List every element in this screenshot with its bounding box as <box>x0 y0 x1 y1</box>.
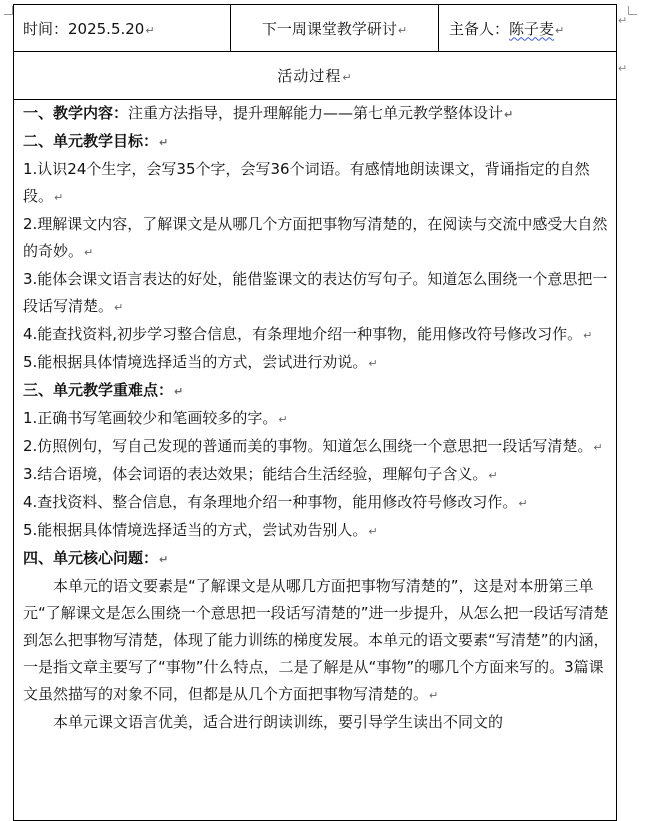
paragraph-mark-icon: ↵ <box>159 136 169 149</box>
goal-item <box>23 211 613 266</box>
paragraph-mark-icon: ↵ <box>397 23 408 37</box>
paragraph-mark-icon: ↵ <box>342 71 353 84</box>
host-label: 主备人： <box>449 19 510 38</box>
paragraph-mark-icon: ↵ <box>518 497 528 510</box>
paragraph-mark-icon: ↵ <box>593 441 603 454</box>
paragraph-mark-icon: ↵ <box>555 23 565 37</box>
paragraph-mark-icon: ↵ <box>278 413 288 426</box>
content-row <box>14 100 617 821</box>
key-point-text: 4.查找资料、整合信息，有条理地介绍一种事物，能用修改符号修改习作。 <box>23 493 518 511</box>
goal-item <box>23 266 613 321</box>
section-1-text: 注重方法指导，提升理解能力——第七单元教学整体设计 <box>128 104 504 122</box>
content-body <box>14 100 613 736</box>
goal-item <box>23 349 613 377</box>
section-4-heading <box>23 545 613 573</box>
goal-item-text: 5.能根据具体情境选择适当的方式，尝试进行劝说。 <box>23 353 368 371</box>
title-row <box>14 52 617 100</box>
key-point-item <box>23 405 613 433</box>
cut-off-text: 本单元课文语言优美，适合进行朗读训练，要引导学生读出不同文的 <box>53 713 504 731</box>
section-4-title: 四、单元核心问题： <box>23 549 159 567</box>
paragraph-mark-icon: ↵ <box>583 329 593 342</box>
paragraph-mark-icon: ↵ <box>368 525 378 538</box>
key-point-text: 1.正确书写笔画较少和笔画较多的字。 <box>23 409 278 427</box>
margin-corner-mark-right <box>628 6 637 15</box>
paragraph-mark-icon: ↵ <box>504 108 514 121</box>
paragraph-mark-icon: ↵ <box>368 357 378 370</box>
goal-item-text: 3.能体会课文语言表达的好处，能借鉴课文的表达仿写句子。知道怎么围绕一个意思把一段话写清楚。 <box>23 270 608 315</box>
core-question-paragraph <box>23 573 613 709</box>
content-cell <box>14 100 617 821</box>
section-2-title: 二、单元教学目标： <box>23 132 159 150</box>
goal-item-text: 1.认识24个生字，会写35个字，会写36个词语。有感情地朗读课文，背诵指定的自然段。 <box>23 160 590 205</box>
paragraph-mark-icon: ↵ <box>159 553 169 566</box>
key-point-item <box>23 489 613 517</box>
section-1-title: 一、教学内容： <box>23 104 129 122</box>
goal-item-text: 2.理解课文内容，了解课文是从哪几个方面把事物写清楚的，在阅读与交流中感受大自然的奇妙。 <box>23 215 608 260</box>
time-cell <box>14 5 231 52</box>
paragraph-mark-icon: ↵ <box>54 191 64 204</box>
section-3-heading <box>23 377 613 405</box>
title-cell <box>14 52 617 100</box>
paragraph-mark-icon: ↵ <box>114 301 124 314</box>
goal-item-text: 4.能查找资料,初步学习整合信息，有条理地介绍一种事物，能用修改符号修改习作。 <box>23 325 583 343</box>
key-point-text: 2.仿照例句，写自己发现的普通而美的事物。知道怎么围绕一个意思把一段话写清楚。 <box>23 437 593 455</box>
cut-off-paragraph <box>23 709 613 736</box>
host-cell <box>439 5 617 52</box>
topic-cell <box>231 5 439 52</box>
core-question-text: 本单元的语文要素是“了解课文是从哪几方面把事物写清楚的”，这是对本册第三单元“了解课文是怎么围绕一个意思把一段话写清楚的”进一步提升，从怎么把一段话写清楚到怎么把事物写清楚，体现了能力训练的梯度发展。本单元的语文要素“写清楚”的内涵，一是指文章主要写了“事物”什么特点，二是了解是从“事物”的哪几个方面来写的。3篇课文虽然描写的对象不同，但都是从几个方面把事物写清楚的。 <box>23 577 609 703</box>
key-point-text: 5.能根据具体情境选择适当的方式，尝试劝告别人。 <box>23 521 368 539</box>
key-point-text: 3.结合语境，体会词语的表达效果；能结合生活经验，理解句子含义。 <box>23 465 488 483</box>
time-text: 时间：2025.5.20 <box>23 19 145 38</box>
section-3-title: 三、单元教学重难点： <box>23 381 174 399</box>
section-1-heading <box>23 100 613 128</box>
goal-item <box>23 321 613 349</box>
paragraph-mark-icon: ↵ <box>145 23 155 37</box>
cell-end-mark-icon: ↵ <box>618 14 628 27</box>
margin-corner-mark-left <box>4 6 13 15</box>
cell-end-mark-icon: ↵ <box>618 62 628 75</box>
key-point-item <box>23 461 613 489</box>
topic-text: 下一周课堂教学研讨 <box>261 19 397 38</box>
paragraph-mark-icon: ↵ <box>488 469 498 482</box>
paragraph-mark-icon: ↵ <box>84 246 94 259</box>
host-name: 陈子麦 <box>509 19 555 38</box>
paragraph-mark-icon: ↵ <box>174 385 184 398</box>
header-row <box>14 5 617 52</box>
section-2-heading <box>23 128 613 156</box>
key-point-item <box>23 433 613 461</box>
lesson-plan-table <box>13 4 617 821</box>
paragraph-mark-icon: ↵ <box>429 689 439 702</box>
key-point-item <box>23 517 613 545</box>
activity-title: 活动过程 <box>277 67 342 85</box>
goal-item <box>23 156 613 211</box>
